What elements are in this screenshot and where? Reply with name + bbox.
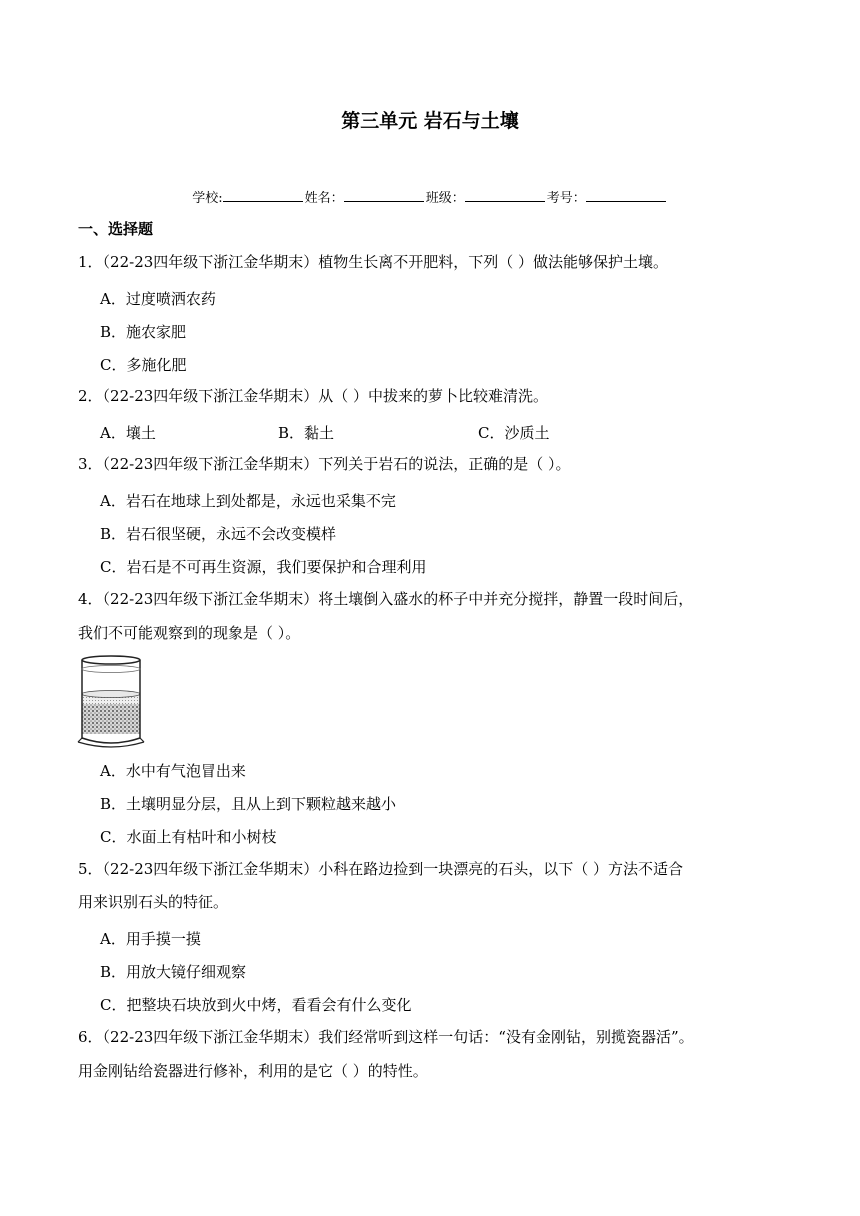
question-1-option-c: C．多施化肥 — [100, 356, 187, 374]
question-4-stem-line-2: 我们不可能观察到的现象是（ ）。 — [78, 624, 301, 642]
question-2-option-a: A．壤土 — [100, 424, 156, 442]
question-6-stem-line-1: 6．（22-23四年级下浙江金华期末）我们经常听到这样一句话：“没有金刚钻，别揽瓷器活”。 — [78, 1028, 694, 1046]
question-1-stem: 1．（22-23四年级下浙江金华期末）植物生长离不开肥料，下列（ ）做法能够保护土壤。 — [78, 253, 669, 271]
question-1-option-b: B．施农家肥 — [100, 323, 187, 341]
question-3-option-c: C．岩石是不可再生资源，我们要保护和合理利用 — [100, 558, 427, 576]
question-5-stem-line-2: 用来识别石头的特征。 — [78, 893, 229, 911]
exam-no-blank[interactable] — [586, 188, 666, 202]
student-info-line — [0, 187, 860, 206]
question-1-option-a: A．过度喷洒农药 — [100, 290, 216, 308]
question-3-option-b: B．岩石很坚硬，永远不会改变模样 — [100, 525, 337, 543]
exam-no-label: 考号： — [546, 191, 586, 206]
question-2-option-b: B．黏土 — [278, 424, 335, 442]
class-blank[interactable] — [465, 188, 545, 202]
class-label: 班级： — [425, 191, 465, 206]
school-blank[interactable] — [223, 188, 303, 202]
question-5-option-c: C．把整块石块放到火中烤，看看会有什么变化 — [100, 996, 412, 1014]
question-5-option-a: A．用手摸一摸 — [100, 930, 201, 948]
question-4-option-c: C．水面上有枯叶和小树枝 — [100, 828, 277, 846]
soil-beaker-illustration — [76, 654, 148, 748]
section-heading: 一、选择题 — [78, 220, 154, 238]
question-3-stem: 3．（22-23四年级下浙江金华期末）下列关于岩石的说法，正确的是（ ）。 — [78, 455, 571, 473]
question-6-stem-line-2: 用金刚钻给瓷器进行修补，利用的是它（ ）的特性。 — [78, 1062, 428, 1080]
page-title: 第三单元 岩石与土壤 — [341, 110, 519, 132]
question-3-option-a: A．岩石在地球上到处都是，永远也采集不完 — [100, 492, 396, 510]
name-label: 姓名： — [304, 191, 344, 206]
question-2-option-c: C．沙质土 — [478, 424, 550, 442]
question-4-option-a: A．水中有气泡冒出来 — [100, 762, 246, 780]
question-5-stem-line-1: 5．（22-23四年级下浙江金华期末）小科在路边捡到一块漂亮的石头，以下（ ）方法不适合 — [78, 860, 684, 878]
name-blank[interactable] — [344, 188, 424, 202]
school-label: 学校: — [192, 191, 223, 206]
question-4-option-b: B．土壤明显分层，且从上到下颗粒越来越小 — [100, 795, 397, 813]
question-5-option-b: B．用放大镜仔细观察 — [100, 963, 247, 981]
question-2-stem: 2．（22-23四年级下浙江金华期末）从（ ）中拔来的萝卜比较难清洗。 — [78, 387, 549, 405]
question-4-stem-line-1: 4．（22-23四年级下浙江金华期末）将土壤倒入盛水的杯子中并充分搅拌，静置一段时间后， — [78, 590, 694, 608]
